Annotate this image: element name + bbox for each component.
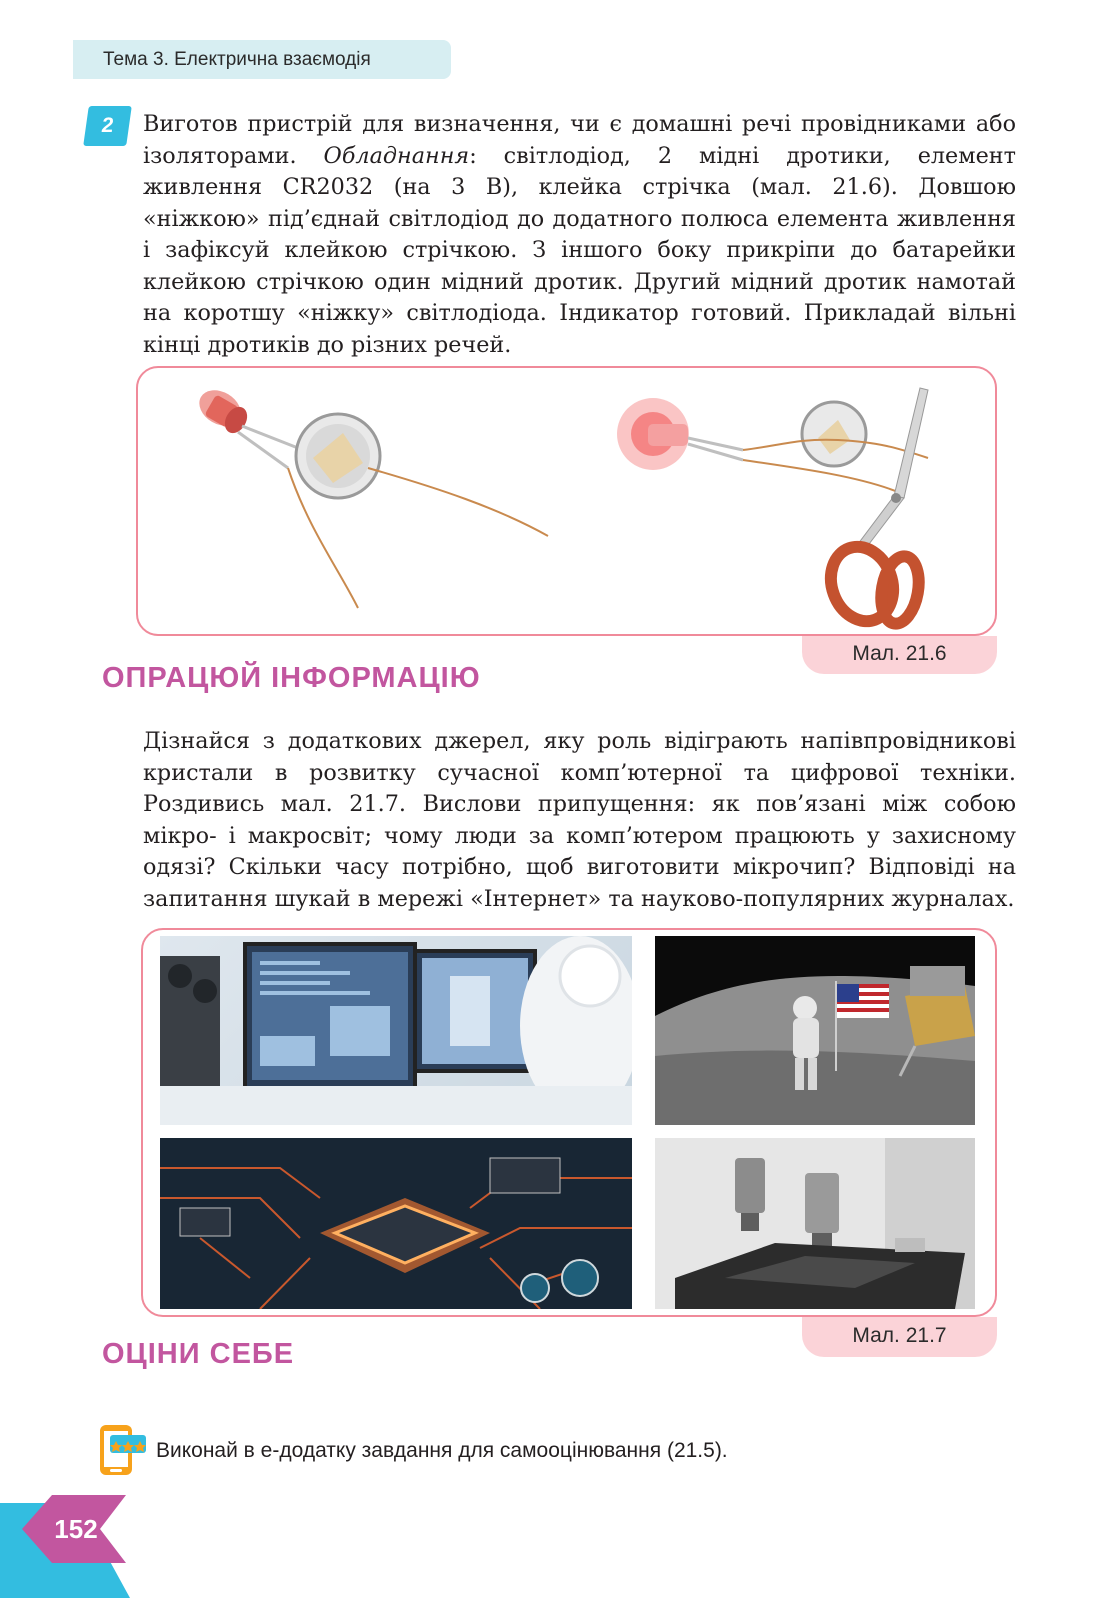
lab-computers-photo [160, 936, 632, 1125]
figure-21-6-caption: Мал. 21.6 [802, 636, 997, 674]
equipment-label: Обладнання [323, 142, 470, 169]
lab-computers-illustration [160, 936, 632, 1125]
battery-coin-icon [802, 402, 866, 466]
section-process-text [143, 726, 1016, 915]
microchip-board-photo [160, 1138, 632, 1309]
topic-header: Тема 3. Електрична взаємодія [73, 40, 451, 79]
figure-21-6-frame [136, 366, 997, 636]
figure-21-7-caption: Мал. 21.7 [802, 1317, 997, 1357]
us-flag-icon [837, 984, 889, 1018]
task-number-badge: 2 [83, 106, 132, 146]
moon-landing-illustration [655, 936, 975, 1125]
battery-coin-icon [296, 414, 380, 498]
led-indicator-illustration [138, 368, 995, 634]
task-text-part1: Виготов пристрій для визначення, чи є домашні речі провідниками або ізоляторами. [143, 111, 1016, 169]
led-on-icon [617, 398, 743, 470]
microscope-photo [655, 1138, 975, 1309]
section-title-assess: ОЦІНИ СЕБЕ [102, 1338, 295, 1370]
led-off-icon [193, 383, 298, 468]
section-process-paragraph: Дізнайся з додаткових джерел, яку роль відіграють напівпровідникові кристали в розвитку сучасної комп’ютерної та цифрової техніки. Роздивись мал. 21.7. Вислови припущення: як пов’язані між собою мікро- і макросвіт; чому люди за комп’ютером працюють у захисному одязі? Скільки часу потрібно, щоб виготовити мікрочип? Відповіді на запитання шукай в мережі «Інтернет» та науково-популярних журналах. [143, 728, 1016, 912]
moon-landing-photo [655, 936, 975, 1125]
microscope-illustration [655, 1138, 975, 1309]
task-text-part2: : світлодіод, 2 мідні дротики, елемент живлення CR2032 (на 3 В), клейка стрічка (мал. 21.6). Довшою «ніжкою» під’єднай світлодіод до додатного полюса елемента живлення і зафіксуй клейкою стрічкою. З іншого боку прикріпи до батарейки клейкою стрічкою один мідний дротик. Другий мідний дротик намотай на коротшу «ніжку» світлодіода. Індикатор готовий. Прикладай вільні кінці дротиків до різних речей. [143, 142, 1016, 358]
page-number: 152 [54, 1514, 98, 1544]
e-app-task-text: Виконай в е-додатку завдання для самооцінювання (21.5). [156, 1439, 728, 1462]
cpu-chip-icon [335, 1206, 475, 1263]
section-title-process: ОПРАЦЮЙ ІНФОРМАЦІЮ [102, 662, 481, 694]
copper-wire [368, 468, 548, 536]
microchip-board-illustration [160, 1138, 632, 1309]
e-app-icon [98, 1423, 150, 1479]
task-text [143, 109, 1016, 361]
copper-wire [743, 460, 898, 492]
